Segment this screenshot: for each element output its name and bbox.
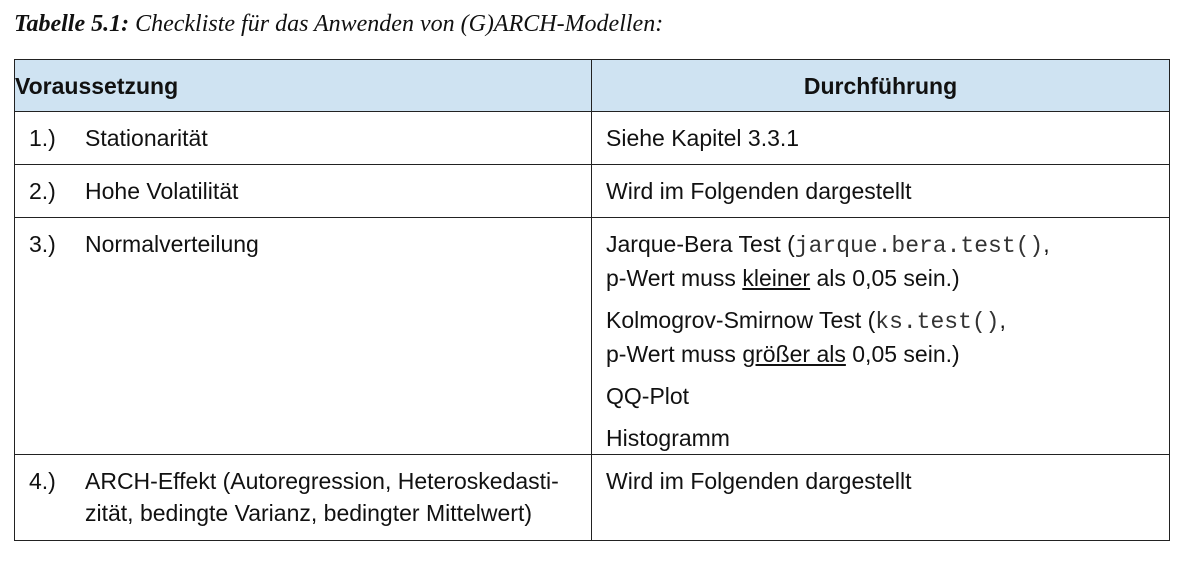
header-row xyxy=(15,60,1170,112)
jarque-bera-code: jarque.bera.test() xyxy=(794,233,1044,259)
kolmogorov-smirnov-entry: Kolmogrov-Smirnow Test (ks.test(), p-Wert muss größer als 0,05 sein.) xyxy=(606,307,1006,367)
header-durchfuehrung: Durchführung xyxy=(592,60,1170,112)
requirement-text: ARCH-Effekt (Autoregression, Heteroskedasti- zität, bedingte Varianz, bedingter Mittelwert) xyxy=(85,468,559,526)
execution-text: Wird im Folgenden dargestellt xyxy=(606,468,912,494)
row-number: 3.) xyxy=(29,231,56,257)
requirement-text: Stationarität xyxy=(85,125,208,151)
requirement-cell xyxy=(15,455,592,541)
qq-plot-entry: QQ-Plot xyxy=(606,383,690,409)
execution-cell xyxy=(592,455,1170,541)
requirement-cell xyxy=(15,218,592,455)
row-number: 2.) xyxy=(29,178,56,204)
table-row xyxy=(15,165,1170,218)
table-row xyxy=(15,112,1170,165)
execution-text: Siehe Kapitel 3.3.1 xyxy=(606,125,800,151)
requirement-text: Normalverteilung xyxy=(85,231,259,257)
execution-text: Wird im Folgenden dargestellt xyxy=(606,178,912,204)
execution-cell xyxy=(592,165,1170,218)
emphasis-kleiner: kleiner xyxy=(742,265,811,291)
execution-cell xyxy=(592,218,1170,455)
histogram-entry: Histogramm xyxy=(606,425,730,451)
execution-cell xyxy=(592,112,1170,165)
table-caption xyxy=(14,8,663,40)
row-number: 4.) xyxy=(29,468,56,494)
row-number: 1.) xyxy=(29,125,56,151)
caption-label: Tabelle 5.1: xyxy=(14,11,130,37)
emphasis-groesser-als: größer als xyxy=(742,341,846,367)
requirement-cell xyxy=(15,165,592,218)
table-row xyxy=(15,218,1170,455)
table-row xyxy=(15,455,1170,541)
caption-text: Checkliste für das Anwenden von (G)ARCH-Modellen: xyxy=(129,11,664,37)
jarque-bera-entry: Jarque-Bera Test (jarque.bera.test(), p-Wert muss kleiner als 0,05 sein.) xyxy=(606,231,1050,291)
header-voraussetzung: Voraussetzung xyxy=(15,60,592,112)
requirement-cell xyxy=(15,112,592,165)
checklist-table xyxy=(14,59,1170,541)
ks-test-code: ks.test() xyxy=(875,309,1000,335)
requirement-text: Hohe Volatilität xyxy=(85,178,239,204)
